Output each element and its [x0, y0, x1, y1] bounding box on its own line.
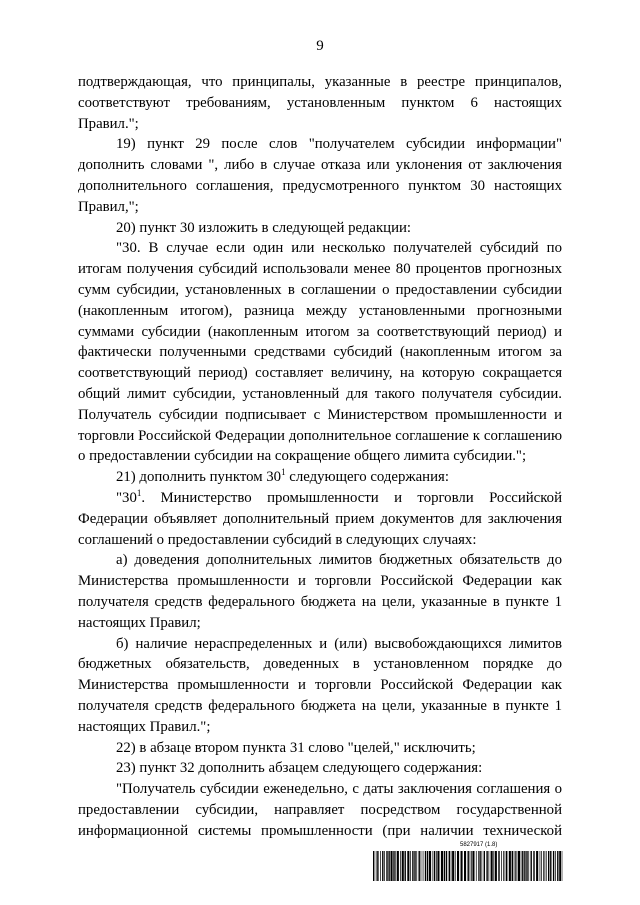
paragraph [78, 467, 562, 488]
paragraph: б) наличие нераспределенных и (или) высвобождающихся лимитов бюджетных обязательств, доведенных в установленном порядке до Министерства промышленности и торговли Российской Федерации как получателя средств федерального бюджета на цели, указанные в пункте 1 настоящих Правил."; [78, 635, 562, 735]
superscript: 1 [136, 488, 142, 499]
paragraph [78, 488, 562, 550]
paragraph-text: . Министерство промышленности и торговли Российской Федерации объявляет дополнительный прием документов для заключения соглашений о предоставлении субсидий в следующих случаях: [78, 489, 562, 548]
paragraph: 19) пункт 29 после слов "получателем субсидии информации" дополнить словами ", либо в случае отказа или уклонения от заключения дополнительного соглашения, предусмотренного пунктом 30 настоящих Правил,"; [78, 136, 562, 215]
paragraph: подтверждающая, что принципалы, указанные в реестре принципалов, соответствуют требованиям, установленным пунктом 6 настоящих Правил."; [78, 74, 562, 132]
paragraph: а) доведения дополнительных лимитов бюджетных обязательств до Министерства промышленности и торговли Российской Федерации как получателя средств федерального бюджета на цели, указанные в пункте 1 настоящих Правил; [78, 552, 562, 631]
paragraph: "30. В случае если один или несколько получателей субсидий по итогам получения субсидий использовали менее 80 процентов прогнозных сумм субсидии, установленных в соглашении о предоставлении субсидии (накопленным итогом), разница между установленными прогнозными суммами субсидии (накопленным итогом за соответствующий период) и фактически полученными средствами субсидий (накопленным итогом за соответствующий период) составляет величину, на которую сокращается общий лимит субсидии, установленный для такого получателя субсидии. Получатель субсидии подписывает с Министерством промышленности и торговли Российской Федерации дополнительное соглашение к соглашению о предоставлении субсидии на сокращение общего лимита субсидии."; [78, 240, 562, 465]
paragraph-text: "30 [116, 489, 137, 506]
paragraph: "Получатель субсидии еженедельно, с даты заключения соглашения о предоставлении субсидии, направляет посредством государственной информационной системы промышленности (при наличии технической [78, 781, 562, 839]
paragraph: 23) пункт 32 дополнить абзацем следующего содержания: [116, 760, 483, 777]
document-body [78, 72, 562, 841]
superscript: 1 [281, 467, 286, 478]
page-number: 9 [316, 38, 324, 54]
paragraph: 22) в абзаце втором пункта 31 слово "целей," исключить; [116, 739, 476, 756]
paragraph-text: 21) дополнить пунктом 30 [116, 469, 282, 486]
paragraph: 20) пункт 30 изложить в следующей редакции: [116, 219, 412, 236]
barcode-icon [373, 851, 563, 881]
paragraph-text: следующего содержания: [285, 469, 449, 486]
barcode-id: 5827917 (1.8) [460, 842, 498, 848]
